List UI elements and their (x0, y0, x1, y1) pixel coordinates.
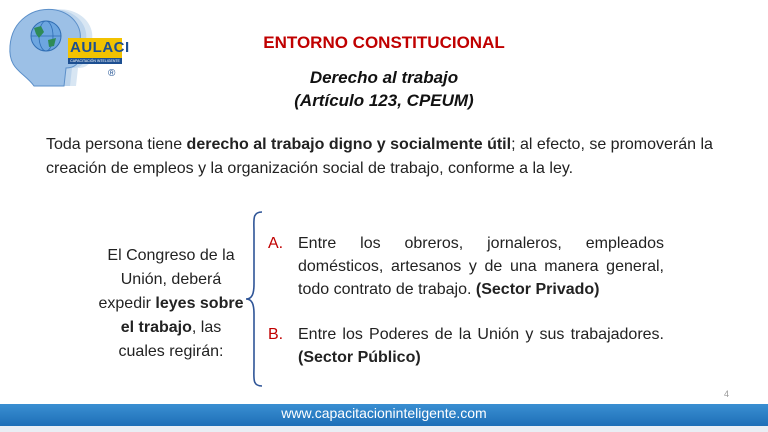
page-number: 4 (724, 389, 730, 399)
list-item (268, 323, 664, 369)
list-item (268, 232, 664, 301)
item-sector: (Sector Privado) (475, 281, 600, 298)
item-body: Entre los Poderes de la Unión y sus trabajadores. (298, 326, 664, 343)
curly-brace-icon (244, 210, 266, 388)
list-item-text (298, 323, 664, 369)
logo-tagline: CAPACITACIÓN INTELIGENTE (70, 59, 120, 63)
congress-text-end: , las cuales regirán: (118, 319, 224, 360)
item-sector: (Sector Público) (298, 349, 421, 366)
intro-paragraph (46, 133, 746, 181)
subtitle-line-1: Derecho al trabajo (309, 68, 459, 87)
congress-statement (96, 244, 246, 364)
list-marker: A. (268, 235, 284, 252)
item-body: Entre los obreros, jornaleros, empleados domésticos, artesanos y de una manera general, todo contrato de trabajo. (298, 235, 664, 298)
list-marker: B. (268, 326, 284, 343)
slide-title: ENTORNO CONSTITUCIONAL (263, 33, 505, 52)
sector-list (268, 232, 664, 369)
intro-text-start: Toda persona tiene (46, 136, 187, 153)
congress-text-emphasis: leyes sobre el trabajo (120, 295, 244, 336)
slide-subtitle (0, 66, 768, 112)
footer-divider (0, 426, 768, 432)
intro-text-emphasis: derecho al trabajo digno y socialmente útil (186, 136, 512, 153)
footer-url[interactable]: www.capacitacioninteligente.com (281, 405, 487, 421)
list-item-text (298, 232, 664, 301)
subtitle-line-2: (Artículo 123, CPEUM) (294, 91, 474, 110)
congress-text-start: El Congreso de la Unión, deberá expedir (98, 247, 235, 312)
logo-name: AULACI (70, 39, 130, 56)
registered-mark: ® (108, 68, 116, 79)
intro-text-end: ; al efecto, se promoverán la creación de empleos y la organización social de trabajo, conforme a la ley. (46, 136, 713, 177)
